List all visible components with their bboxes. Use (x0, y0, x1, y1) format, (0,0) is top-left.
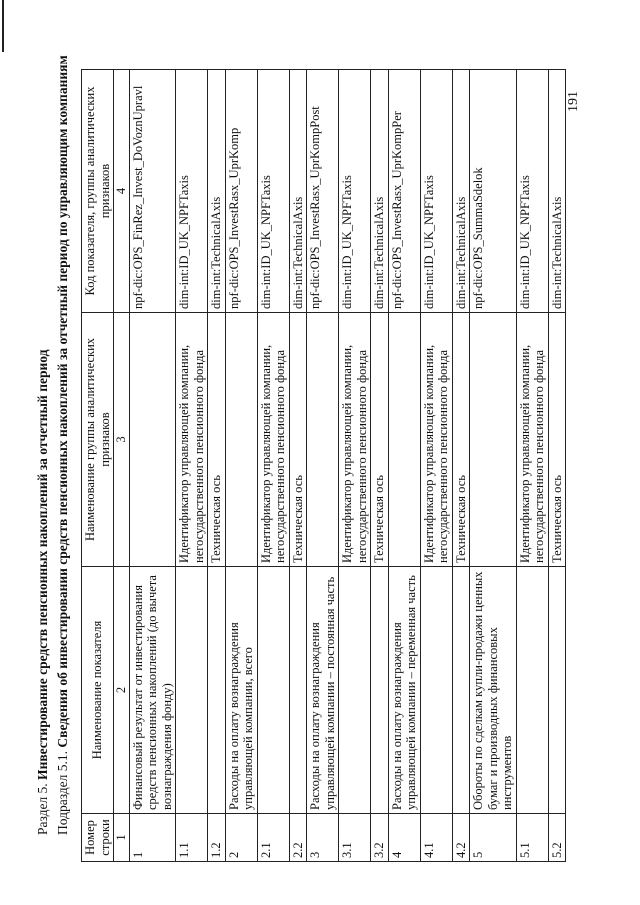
code-cell: npf-dic:OPS_InvestRasx_UprKompPost (307, 70, 339, 313)
row-number-cell: 5 (470, 814, 517, 862)
code-cell: dim-int:TechnicalAxis (208, 70, 226, 313)
subsection-prefix: Подраздел 5.1. (55, 750, 70, 835)
group-name-cell: Техническая ось (548, 313, 566, 567)
column-number: 1 (114, 814, 130, 862)
code-cell: npf-dic:OPS_InvestRasx_UprKomp (225, 70, 257, 313)
group-name-cell: Идентификатор управляющей компании, негосударственного пенсионного фонда (420, 313, 452, 567)
group-name-cell (307, 313, 339, 567)
table-row (176, 70, 208, 862)
page-number: 191 (566, 91, 581, 112)
rotated-page (28, 55, 588, 870)
code-cell: dim-int:ID_UK_NPFTaxis (420, 70, 452, 313)
table-row (208, 70, 226, 862)
table-row (371, 70, 389, 862)
group-name-cell (388, 313, 420, 567)
row-number-cell: 2 (225, 814, 257, 862)
table-row (516, 70, 548, 862)
group-name-cell: Идентификатор управляющей компании, негосударственного пенсионного фонда (176, 313, 208, 567)
code-cell: dim-int:ID_UK_NPFTaxis (339, 70, 371, 313)
table-row (470, 70, 517, 862)
table-row (388, 70, 420, 862)
column-number: 3 (114, 313, 130, 567)
row-number-cell: 3.2 (371, 814, 389, 862)
table-row (339, 70, 371, 862)
table-body (129, 70, 566, 862)
indicator-name-cell (452, 567, 470, 814)
code-cell: dim-int:TechnicalAxis (289, 70, 307, 313)
row-number-cell: 4 (388, 814, 420, 862)
indicator-name-cell (548, 567, 566, 814)
code-cell: dim-int:ID_UK_NPFTaxis (257, 70, 289, 313)
table-row (257, 70, 289, 862)
group-name-cell: Техническая ось (452, 313, 470, 567)
header-group-name: Наименование группы аналитических признаков (82, 313, 114, 567)
indicator-name-cell (371, 567, 389, 814)
group-name-cell: Техническая ось (371, 313, 389, 567)
code-cell: npf-dic:OPS_SummaSdelok (470, 70, 517, 313)
row-number-cell: 2.2 (289, 814, 307, 862)
code-cell: dim-int:TechnicalAxis (452, 70, 470, 313)
indicators-table (81, 69, 566, 862)
indicator-name-cell: Обороты по сделкам купли-продажи ценных бумаг и производных финансовых инструментов (470, 567, 517, 814)
row-number-cell: 1.1 (176, 814, 208, 862)
table-row (452, 70, 470, 862)
code-cell: dim-int:TechnicalAxis (371, 70, 389, 313)
group-name-cell: Идентификатор управляющей компании, негосударственного пенсионного фонда (257, 313, 289, 567)
indicator-name-cell: Расходы на оплату вознаграждения управляющей компании – постоянная часть (307, 567, 339, 814)
row-number-cell: 5.2 (548, 814, 566, 862)
row-number-cell: 4.2 (452, 814, 470, 862)
column-number: 4 (114, 70, 130, 313)
indicator-name-cell (420, 567, 452, 814)
header-code: Код показателя, группы аналитических признаков (82, 70, 114, 313)
indicator-name-cell: Расходы на оплату вознаграждения управляющей компании – переменная часть (388, 567, 420, 814)
indicator-name-cell (289, 567, 307, 814)
header-row-number: Номер строки (82, 814, 114, 862)
row-number-cell: 1.2 (208, 814, 226, 862)
indicator-name-cell (516, 567, 548, 814)
section-title: Инвестирование средств пенсионных накоплений за отчетный период (35, 349, 50, 780)
group-name-cell: Идентификатор управляющей компании, негосударственного пенсионного фонда (339, 313, 371, 567)
indicator-name-cell: Финансовый результат от инвестирования средств пенсионных накоплений (до вычета вознаграждения фонду) (129, 567, 176, 814)
table-row (225, 70, 257, 862)
table-row (129, 70, 176, 862)
row-number-cell: 5.1 (516, 814, 548, 862)
group-name-cell: Техническая ось (289, 313, 307, 567)
subsection-title: Сведения об инвестировании средств пенсионных накоплений за отчетный период по управляющим компаниям (55, 55, 70, 748)
subsection-heading (54, 55, 71, 835)
code-cell: dim-int:ID_UK_NPFTaxis (516, 70, 548, 313)
table-row (548, 70, 566, 862)
indicator-name-cell (208, 567, 226, 814)
group-name-cell (129, 313, 176, 567)
table-row (289, 70, 307, 862)
section-prefix: Раздел 5. (35, 783, 50, 835)
code-cell: dim-int:ID_UK_NPFTaxis (176, 70, 208, 313)
row-number-cell: 2.1 (257, 814, 289, 862)
group-name-cell: Идентификатор управляющей компании, негосударственного пенсионного фонда (516, 313, 548, 567)
group-name-cell (225, 313, 257, 567)
section-heading (34, 70, 51, 835)
column-number: 2 (114, 567, 130, 814)
row-number-cell: 4.1 (420, 814, 452, 862)
margin-mark (2, 0, 4, 52)
row-number-cell: 3.1 (339, 814, 371, 862)
row-number-cell: 1 (129, 814, 176, 862)
table-row (420, 70, 452, 862)
code-cell: npf-dic:OPS_InvestRasx_UprKompPer (388, 70, 420, 313)
group-name-cell: Техническая ось (208, 313, 226, 567)
indicator-name-cell: Расходы на оплату вознаграждения управляющей компании, всего (225, 567, 257, 814)
code-cell: npf-dic:OPS_FinRez_Invest_DoVoznUpravl (129, 70, 176, 313)
group-name-cell (470, 313, 517, 567)
table-row (307, 70, 339, 862)
header-indicator-name: Наименование показателя (82, 567, 114, 814)
indicator-name-cell (257, 567, 289, 814)
code-cell: dim-int:TechnicalAxis (548, 70, 566, 313)
indicator-name-cell (339, 567, 371, 814)
row-number-cell: 3 (307, 814, 339, 862)
indicator-name-cell (176, 567, 208, 814)
